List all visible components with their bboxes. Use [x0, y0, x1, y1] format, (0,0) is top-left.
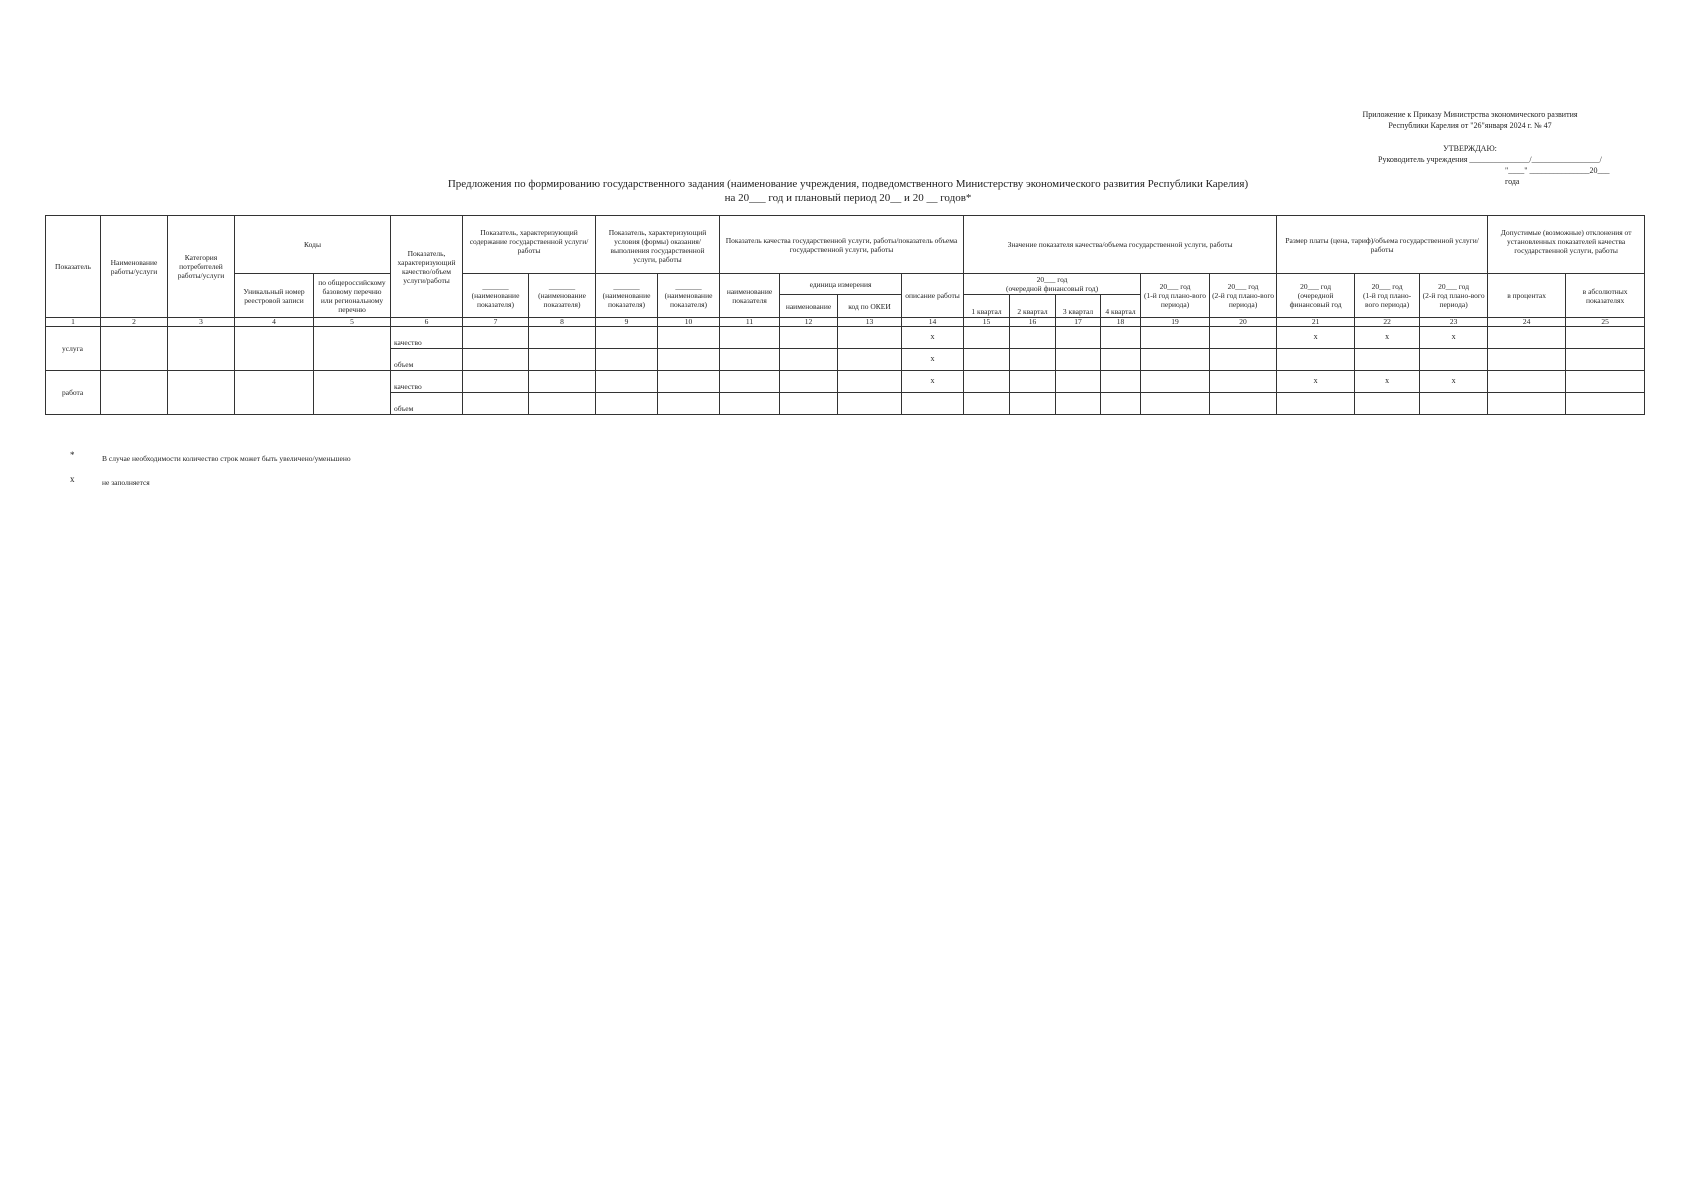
header-content-ind-1 [463, 274, 529, 318]
table-cell [101, 371, 168, 415]
not-filled-mark: х [1355, 327, 1420, 349]
table-cell [1355, 349, 1420, 371]
table-cell [463, 371, 529, 393]
col-number: 12 [780, 318, 838, 327]
indicator-name-paren: (наименование показателя) [664, 291, 713, 309]
plan-year-1-line-2: (1-й год плано-вого периода) [1144, 291, 1207, 309]
table-cell [1355, 393, 1420, 415]
table-cell [1010, 349, 1056, 371]
row-volume-label: объем [391, 393, 463, 415]
col-number: 5 [314, 318, 391, 327]
blank-line: _______ [482, 282, 509, 291]
header-char-conditions: Показатель, характеризующий условия (формы) оказания/выполнения государственной услуги, работы [596, 216, 720, 274]
header-char-quality: Показатель, характеризующий качество/объем услуги/работы [391, 216, 463, 318]
table-cell [1277, 393, 1355, 415]
col-number: 11 [720, 318, 780, 327]
table-cell [1141, 349, 1210, 371]
col-number: 22 [1355, 318, 1420, 327]
pay-plan-2-line-1: 20___ год [1438, 282, 1470, 291]
col-number: 18 [1101, 318, 1141, 327]
header-conditions-ind-2 [658, 274, 720, 318]
col-number: 24 [1488, 318, 1566, 327]
footnote-symbol: х [70, 474, 75, 484]
table-cell [168, 371, 235, 415]
table-cell [964, 327, 1010, 349]
approval-line-2: Республики Карелия от "26"января 2024 г. № 47 [1388, 121, 1552, 130]
table-cell [1488, 393, 1566, 415]
row-quality-label: качество [391, 371, 463, 393]
table-cell [1141, 393, 1210, 415]
col-number: 6 [391, 318, 463, 327]
plan-year-2-line-1: 20___ год [1227, 282, 1259, 291]
header-codes: Коды [235, 216, 391, 274]
approval-line-1: Приложение к Приказу Министрства экономического развития [1362, 110, 1578, 119]
header-percent: в процентах [1488, 274, 1566, 318]
table-cell [838, 349, 902, 371]
table-cell [1101, 327, 1141, 349]
col-number: 3 [168, 318, 235, 327]
table-cell [1101, 371, 1141, 393]
header-unit-name: наименование [780, 295, 838, 318]
header-indicator: Показатель [46, 216, 101, 318]
header-content-ind-2 [529, 274, 596, 318]
header-char-content: Показатель, характеризующий содержание государственной услуги/работы [463, 216, 596, 274]
col-number: 25 [1566, 318, 1645, 327]
table-cell [964, 393, 1010, 415]
table-cell [596, 393, 658, 415]
table-cell [1101, 393, 1141, 415]
header-name: Наименование работы/услуги [101, 216, 168, 318]
table-cell [314, 371, 391, 415]
table-cell [1056, 349, 1101, 371]
title-line-1: Предложения по формированию государственного задания (наименование учреждения, подведомственного Министерству экономического развития Республики Карелия) [447, 178, 1249, 190]
header-plan-year-1 [1141, 274, 1210, 318]
table-cell [529, 349, 596, 371]
table-cell [780, 371, 838, 393]
pay-plan-1-line-1: 20___ год [1371, 282, 1403, 291]
table-cell [1210, 371, 1277, 393]
table-cell [780, 349, 838, 371]
table-cell [168, 327, 235, 371]
blank-line: _______ [675, 282, 702, 291]
approval-block [1320, 109, 1620, 187]
header-quality-group: Показатель качества государственной услуги, работы/показатель объема государственной услуги, работы [720, 216, 964, 274]
not-filled-mark: х [902, 349, 964, 371]
table-cell [235, 327, 314, 371]
col-number: 13 [838, 318, 902, 327]
header-q4: 4 квартал [1101, 295, 1141, 318]
table-cell [658, 327, 720, 349]
col-number: 17 [1056, 318, 1101, 327]
header-okei-code: код по ОКЕИ [838, 295, 902, 318]
approve-label: УТВЕРЖДАЮ: [1443, 144, 1497, 153]
table-row [46, 327, 1645, 349]
col-number: 7 [463, 318, 529, 327]
not-filled-mark: х [1277, 327, 1355, 349]
not-filled-mark: х [902, 327, 964, 349]
footnote-text: не заполняется [102, 478, 150, 487]
table-cell [838, 393, 902, 415]
indicator-name-paren: (наименование показателя) [538, 291, 586, 309]
table-cell [1141, 371, 1210, 393]
plan-year-2-line-2: (2-й год плано-вого периода) [1212, 291, 1275, 309]
table-cell [1277, 349, 1355, 371]
table-cell [235, 371, 314, 415]
table-cell [838, 371, 902, 393]
table-cell [1210, 327, 1277, 349]
table-cell [463, 393, 529, 415]
table-cell [101, 327, 168, 371]
not-filled-mark: х [1420, 327, 1488, 349]
table-cell [596, 349, 658, 371]
title-line-2: на 20___ год и плановый период 20__ и 20 __ годов* [724, 192, 972, 204]
blank-line: _______ [548, 282, 576, 291]
table-cell [1056, 393, 1101, 415]
header-indicator-name: наименование показателя [720, 274, 780, 318]
table-cell [1141, 327, 1210, 349]
table-cell [1566, 349, 1645, 371]
table-cell [1101, 349, 1141, 371]
not-filled-mark: х [1420, 371, 1488, 393]
table-cell [964, 371, 1010, 393]
col-number: 4 [235, 318, 314, 327]
row-work-label: работа [46, 371, 101, 415]
table-cell [1010, 371, 1056, 393]
head-signature-line: Руководитель учреждения _______________/_________________/ [1378, 155, 1602, 164]
table-cell [780, 393, 838, 415]
col-number: 8 [529, 318, 596, 327]
table-cell [720, 371, 780, 393]
table-cell [1210, 393, 1277, 415]
table-cell [720, 393, 780, 415]
header-q3: 3 квартал [1056, 295, 1101, 318]
col-number: 23 [1420, 318, 1488, 327]
pay-year-line-1: 20___ год [1300, 282, 1332, 291]
pay-year-line-2: (очередной финансовый год [1289, 291, 1342, 309]
current-year-line-2: (очередной финансовый год) [1005, 284, 1099, 293]
col-number: 2 [101, 318, 168, 327]
indicator-name-paren: (наименование показателя) [602, 291, 651, 309]
blank-line: _______ [613, 282, 640, 291]
col-number: 15 [964, 318, 1010, 327]
table-cell [658, 371, 720, 393]
table-cell [1210, 349, 1277, 371]
col-number: 19 [1141, 318, 1210, 327]
table-cell [838, 327, 902, 349]
header-deviation-group: Допустимые (возможные) отклонения от установленных показателей качества государственной услуги, работы [1488, 216, 1645, 274]
header-current-year [964, 274, 1141, 295]
table-cell [1420, 349, 1488, 371]
header-category: Категория потребителей работы/услуги [168, 216, 235, 318]
header-pay-group: Размер платы (цена, тариф)/объема государственной услуги/работы [1277, 216, 1488, 274]
table-cell [463, 327, 529, 349]
table-row [46, 371, 1645, 393]
header-value-group: Значение показателя качества/объема государственной услуги, работы [964, 216, 1277, 274]
header-work-description: описание работы [902, 274, 964, 318]
col-number: 10 [658, 318, 720, 327]
header-pay-plan-year-1 [1355, 274, 1420, 318]
header-plan-year-2 [1210, 274, 1277, 318]
table-cell [964, 349, 1010, 371]
document-title [0, 177, 1696, 205]
col-number: 14 [902, 318, 964, 327]
not-filled-mark: х [1355, 371, 1420, 393]
col-number: 1 [46, 318, 101, 327]
col-number: 21 [1277, 318, 1355, 327]
row-service-label: услуга [46, 327, 101, 371]
table-cell [780, 327, 838, 349]
footnote-text: В случае необходимости количество строк может быть увеличено/уменьшено [102, 454, 351, 463]
table-cell [1488, 327, 1566, 349]
table-cell [1566, 371, 1645, 393]
table-cell [529, 393, 596, 415]
header-q2: 2 квартал [1010, 295, 1056, 318]
table-cell [1420, 393, 1488, 415]
approval-date-line: "____" _______________20___ года [1505, 166, 1610, 186]
table-cell [720, 327, 780, 349]
table-cell [463, 349, 529, 371]
current-year-line-1: 20___ год [1036, 275, 1068, 284]
not-filled-mark: х [1277, 371, 1355, 393]
header-by-list: по общероссийскому базовому перечню или региональному перечню [314, 274, 391, 318]
table-cell [314, 327, 391, 371]
pay-plan-1-line-2: (1-й год плано-вого периода) [1363, 291, 1412, 309]
header-absolute: в абсолютных показателях [1566, 274, 1645, 318]
table-cell [1010, 327, 1056, 349]
plan-year-1-line-1: 20___ год [1159, 282, 1191, 291]
indicator-name-paren: (наименование показателя) [471, 291, 520, 309]
table-cell [1488, 349, 1566, 371]
pay-plan-2-line-2: (2-й год плано-вого периода) [1422, 291, 1485, 309]
header-unit: единица измерения [780, 274, 902, 295]
col-number: 20 [1210, 318, 1277, 327]
row-quality-label: качество [391, 327, 463, 349]
table-cell [720, 349, 780, 371]
table-cell [658, 393, 720, 415]
table-cell [1566, 393, 1645, 415]
table-cell [596, 327, 658, 349]
header-pay-current-year [1277, 274, 1355, 318]
table-cell [596, 371, 658, 393]
header-unique-number: Уникальный номер реестровой записи [235, 274, 314, 318]
table-cell [1056, 371, 1101, 393]
table-cell [1566, 327, 1645, 349]
table-cell [658, 349, 720, 371]
table-cell [529, 371, 596, 393]
table-cell [1488, 371, 1566, 393]
header-conditions-ind-1 [596, 274, 658, 318]
header-q1: 1 квартал [964, 295, 1010, 318]
table-cell [1010, 393, 1056, 415]
not-filled-mark: х [902, 371, 964, 393]
state-task-table [45, 215, 1645, 415]
table-cell [1056, 327, 1101, 349]
table-cell [902, 393, 964, 415]
col-number: 16 [1010, 318, 1056, 327]
table-cell [529, 327, 596, 349]
row-volume-label: объем [391, 349, 463, 371]
col-number: 9 [596, 318, 658, 327]
header-pay-plan-year-2 [1420, 274, 1488, 318]
footnote-symbol: * [70, 450, 75, 460]
